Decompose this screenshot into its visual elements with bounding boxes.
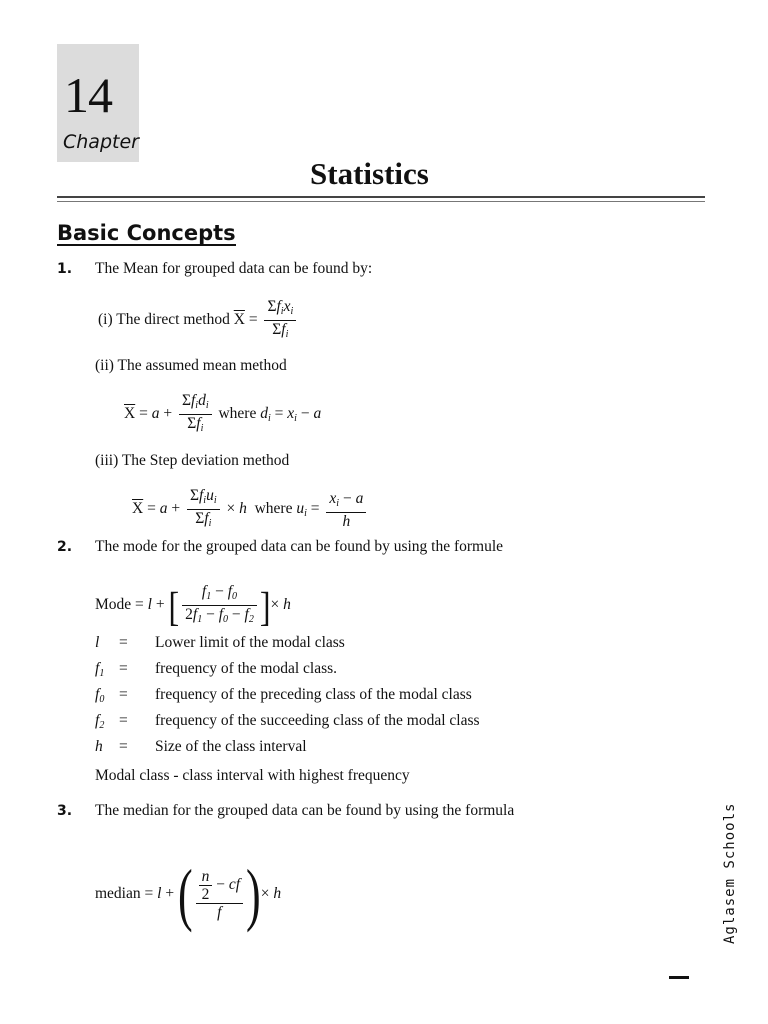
mean-step-deviation: $\overline{X} = a$ + $\frac{\Sigma f_iu_i}{\Sigma f_i}$ × h where $u_i$ = $\frac{x_i - a}{h}$ <box>132 487 369 532</box>
method-3-label: (iii) The Step deviation method <box>95 452 290 469</box>
page-title: Statistics <box>310 156 429 191</box>
def-row: $f_2$ = frequency of the succeeding class of the modal class <box>95 711 480 731</box>
chapter-number: 14 <box>64 67 112 123</box>
watermark: Aglasem Schools <box>722 802 738 944</box>
mean-assumed: $\overline{X} = a$ + $\frac{\Sigma f_id_i}{\Sigma f_i}$ where $d_i = x_i - a$ <box>124 392 322 434</box>
mean-direct: (i) The direct method $\overline{X}$ = $\frac{\Sigma f_ix_i}{\Sigma f_i}$ <box>98 298 299 343</box>
method-2-label: (ii) The assumed mean method <box>95 357 287 374</box>
def-row: l = Lower limit of the modal class <box>95 634 345 651</box>
section-heading: Basic Concepts <box>57 221 236 245</box>
page-mark <box>669 976 689 979</box>
chapter-label: Chapter <box>63 131 139 153</box>
median-formula: median = l + ( $\frac{n}{2}$ − cf f )× h <box>95 854 282 933</box>
mode-definitions <box>95 630 484 760</box>
title-rule <box>57 196 705 198</box>
item-3-text: The median for the grouped data can be found by using the formula <box>95 802 515 819</box>
item-2-text: The mode for the grouped data can be found by using the formule <box>95 538 504 555</box>
item-1-text: The Mean for grouped data can be found by: <box>95 260 373 277</box>
mode-formula: Mode = l + [ $\frac{f_1 - f_0}{2f_1 - f_0 - f_2}$ ]× h <box>95 582 291 629</box>
def-row: $f_0$ = frequency of the preceding class of the modal class <box>95 685 472 705</box>
modal-class-note: Modal class - class interval with highest frequency <box>95 767 410 784</box>
def-row: h = Size of the class interval <box>95 738 307 755</box>
title-rule-thin <box>57 201 705 202</box>
item-1: 1. The Mean for grouped data can be found by: <box>57 260 373 277</box>
item-3: 3. The median for the grouped data can be found by using the formula <box>57 802 515 819</box>
method-1-label: (i) The direct method <box>98 311 230 329</box>
def-row: $f_1$ = frequency of the modal class. <box>95 659 338 679</box>
item-2: 2. The mode for the grouped data can be found by using the formule <box>57 538 504 555</box>
